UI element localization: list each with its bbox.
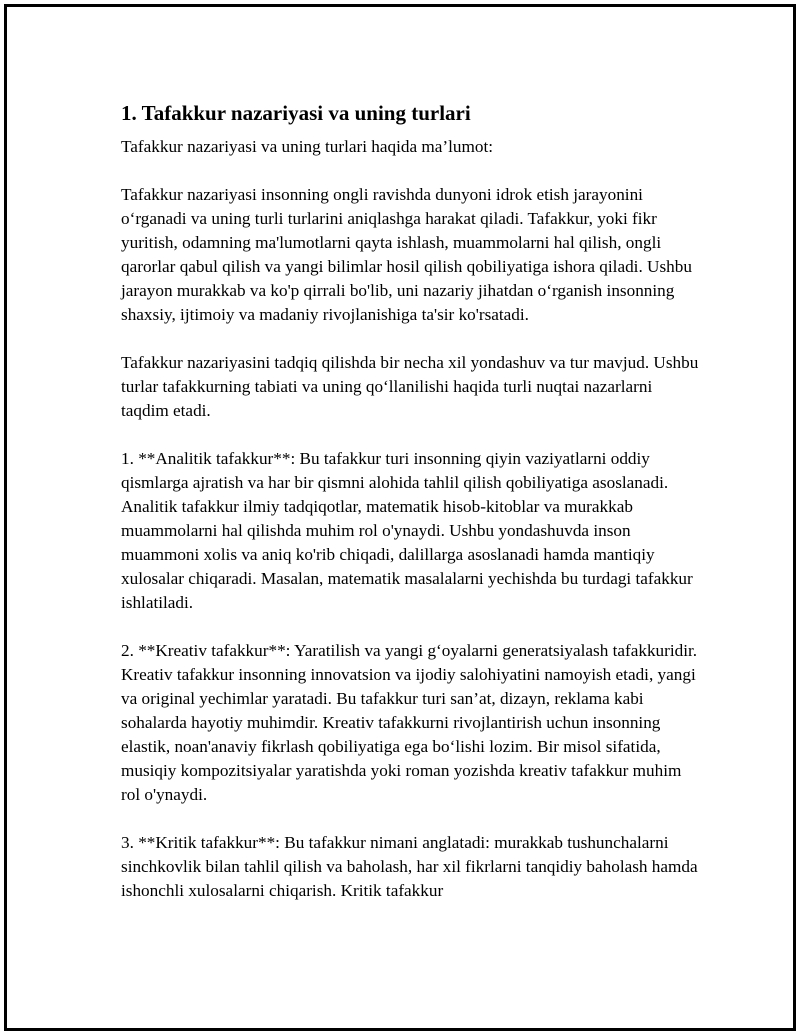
critical-thinking-paragraph: 3. **Kritik tafakkur**: Bu tafakkur nimani anglatadi: murakkab tushunchalarni sinchkovlik bilan tahlil qilish va baholash, har xil fikrlarni tanqidiy baholash hamda ishonchli xulosalarni chiqarish. Kritik tafakkur — [121, 833, 698, 900]
creative-thinking-paragraph: 2. **Kreativ tafakkur**: Yaratilish va yangi g‘oyalarni generatsiyalash tafakkuridir. Kreativ tafakkur insonning innovatsion va ijodiy salohiyatini namoyish etadi, yangi va original yechimlar yaratadi. Bu tafakkur turi san’at, dizayn, reklama kabi sohalarda hayotiy muhimdir. Kreativ tafakkurni rivojlantirish uchun insonning elastik, noan'anaviy fikrlash qobiliyatiga ega bo‘lishi lozim. Bir misol sifatida, musiqiy kompozitsiyalar yaratishda yoki roman yozishda kreativ tafakkur muhim rol o'ynaydi. — [121, 641, 698, 804]
intro-paragraph: Tafakkur nazariyasi va uning turlari haqida ma’lumot: — [121, 137, 494, 156]
section-heading: 1. Tafakkur nazariyasi va uning turlari — [121, 101, 471, 125]
theory-paragraph: Tafakkur nazariyasi insonning ongli ravishda dunyoni idrok etish jarayonini o‘rganadi va uning turli turlarini aniqlashga harakat qiladi. Tafakkur, yoki fikr yuritish, odamning ma'lumotlarni qayta ishlash, muammolarni hal qilish, ongli qarorlar qabul qilish va yangi bilimlar hosil qilish qobiliyatiga ishora qiladi. Ushbu jarayon murakkab va ko'p qirrali bo'lib, uni nazariy jihatdan o‘rganish insonning shaxsiy, ijtimoiy va madaniy rivojlanishiga ta'sir ko'rsatadi. — [121, 185, 692, 324]
approaches-paragraph: Tafakkur nazariyasini tadqiq qilishda bir necha xil yondashuv va tur mavjud. Ushbu turlar tafakkurning tabiati va uning qo‘llanilishi haqida turli nuqtai nazarlarni taqdim etadi. — [121, 353, 699, 420]
document-body — [121, 99, 701, 927]
page-frame — [4, 4, 796, 1031]
analytic-thinking-paragraph: 1. **Analitik tafakkur**: Bu tafakkur turi insonning qiyin vaziyatlarni oddiy qismlarga ajratish va har bir qismni alohida tahlil qilish qobiliyatiga asoslanadi. Analitik tafakkur ilmiy tadqiqotlar, matematik hisob-kitoblar va murakkab muammolarni hal qilishda muhim rol o'ynaydi. Ushbu yondashuvda inson muammoni xolis va aniq ko'rib chiqadi, dalillarga asoslanadi hamda mantiqiy xulosalar chiqaradi. Masalan, matematik masalalarni yechishda bu turdagi tafakkur ishlatiladi. — [121, 449, 693, 612]
